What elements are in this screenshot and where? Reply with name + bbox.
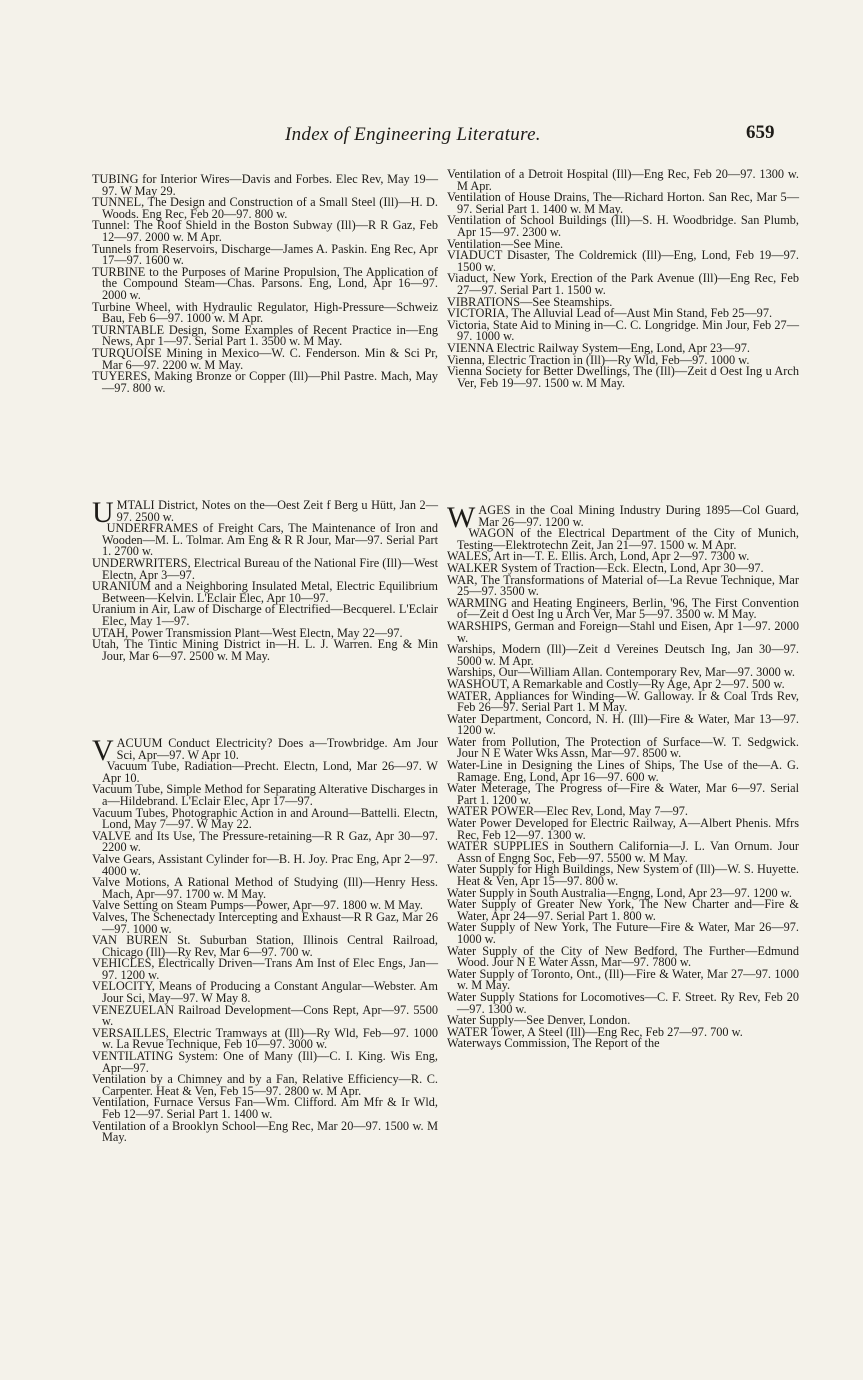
index-entry: VAN BUREN St. Suburban Station, Illinois Central Railroad, Chicago (Ill)—Ry Rev, Mar 6—97. 700 w. [92,933,438,959]
index-entry: Water Supply of Greater New York, The New Charter and—Fire & Water, Apr 24—97. Serial Part 1. 800 w. [447,897,799,923]
index-entry: Ventilation of a Brooklyn School—Eng Rec, Mar 20—97. 1500 w. M May. [92,1118,438,1145]
index-entry: Uranium in Air, Law of Discharge of Electrified—Becquerel. L'Eclair Elec, May 1—97. [92,602,438,628]
section-w [447,501,799,1051]
index-entry: UNDERFRAMES of Freight Cars, The Maintenance of Iron and Wooden—M. L. Tolmar. Am Eng & R R Jour, Mar—97. Serial Part 1. 2700 w. [102,521,438,559]
index-entry: VICTORIA, The Alluvial Lead of—Aust Min Stand, Feb 25—97. [447,306,773,321]
index-entry: Tunnel: The Roof Shield in the Boston Subway (Ill)—R R Gaz, Feb 12—97. 2000 w. M Apr. [92,218,438,244]
first-entry-text: AGES in the Coal Mining Industry During 1895—Col Guard, Mar 26—97. 1200 w. [478,503,799,529]
index-entry: Utah, The Tintic Mining District in—H. L. J. Warren. Eng & Min Jour, Mar 6—97. 2500 w. M May. [92,637,438,663]
index-entry: VALVE and Its Use, The Pressure-retaining—R R Gaz, Apr 30—97. 2200 w. [92,828,438,855]
index-entry: Valve Gears, Assistant Cylinder for—B. H. Joy. Prac Eng, Apr 2—97. 4000 w. [92,851,438,878]
index-entry: TUNNEL, The Design and Construction of a Small Steel (Ill)—H. D. Woods. Eng Rec, Feb 20—97. 800 w. [92,195,438,221]
index-entry: VIADUCT Disaster, The Coldremick (Ill)—Eng, Lond, Feb 19—97. 1500 w. [447,248,799,274]
index-entry: Ventilation of House Drains, The—Richard Horton. San Rec, Mar 5—97. Serial Part 1. 1400 w. M May. [447,190,799,216]
index-entry: WATER, Appliances for Winding—W. Galloway. Ir & Coal Trds Rev, Feb 26—97. Serial Part 1. M May. [447,688,799,715]
index-entry: Water Supply Stations for Locomotives—C. F. Street. Ry Rev, Feb 20—97. 1300 w. [447,989,799,1016]
running-title: Index of Engineering Literature. [285,124,541,145]
index-entry: Vienna Society for Better Dwellings, The (Ill)—Zeit d Oest Ing u Arch Ver, Feb 19—97. 1500 w. M May. [447,364,799,390]
index-entry: Water from Pollution, The Protection of Surface—W. T. Sedgwick. Jour N E Water Wks Assn, Mar—97. 8500 w. [447,734,799,761]
index-entry: Water-Line in Designing the Lines of Ships, The Use of the—A. G. Ramage. Eng, Lond, Apr 16—97. 600 w. [447,758,799,784]
index-entry: WALES, Art in—T. E. Ellis. Arch, Lond, Apr 2—97. 7300 w. [447,549,750,564]
index-entry: VENEZUELAN Railroad Development—Cons Rept, Apr—97. 5500 w. [92,1002,438,1029]
index-entry: TUYERES, Making Bronze or Copper (Ill)—Phil Pastre. Mach, May—97. 800 w. [92,369,438,395]
index-entry: Turbine Wheel, with Hydraulic Regulator, High-Pressure—Schweiz Bau, Feb 6—97. 1000 w. M Apr. [92,299,438,326]
index-entry: Vienna, Electric Traction in (Ill)—Ry Wld, Feb—97. 1000 w. [447,352,750,367]
index-entry: WARMING and Heating Engineers, Berlin, '96, The First Convention of—Zeit d Oest Ing u Arch Ver, Mar 5—97. 3500 w. M May. [447,595,799,622]
section-v-continued [447,169,799,389]
section-v [92,734,438,1145]
index-entry: Warships, Our—William Allan. Contemporary Rev, Mar—97. 3000 w. [447,665,796,680]
index-entry: VERSAILLES, Electric Tramways at (Ill)—Ry Wld, Feb—97. 1000 w. La Revue Technique, Feb 10—97. 3000 w. [92,1025,438,1052]
index-entry: WALKER System of Traction—Eck. Electn, Lond, Apr 30—97. [447,560,764,575]
index-entry: VENTILATING System: One of Many (Ill)—C. I. King. Wis Eng, Apr—97. [92,1049,438,1075]
index-entry: Water Supply of the City of New Bedford, The Further—Edmund Wood. Jour N E Water Assn, Mar—97. 7800 w. [447,943,799,970]
running-head [0,124,863,152]
index-entry: WATER SUPPLIES in Southern California—J. L. Van Ornum. Jour Assn of Engng Soc, Feb—97. 5500 w. M May. [447,839,799,865]
index-entry: Ventilation of School Buildings (Ill)—S. H. Woodbridge. San Plumb, Apr 15—97. 2300 w. [447,213,799,239]
index-entry: Vacuum Tubes, Photographic Action in and Around—Battelli. Electn, Lond, May 7—97. W May 22. [92,805,438,832]
index-entry: Water Supply for High Buildings, New System of (Ill)—W. S. Huyette. Heat & Ven, Apr 15—97. 800 w. [447,862,799,888]
index-entry: TURNTABLE Design, Some Examples of Recent Practice in—Eng News, Apr 1—97. Serial Part 1. 3500 w. M May. [92,322,438,349]
index-entry: VEHICLES, Electrically Driven—Trans Am Inst of Elec Engs, Jan—97. 1200 w. [92,956,438,982]
index-entry: Ventilation of a Detroit Hospital (Ill)—Eng Rec, Feb 20—97. 1300 w. M Apr. [447,167,799,193]
index-entry: WASHOUT, A Remarkable and Costly—Ry Age, Apr 2—97. 500 w. [447,676,785,691]
section-u [92,496,438,663]
index-entry: Water Supply of New York, The Future—Fire & Water, Mar 26—97. 1000 w. [447,920,799,946]
index-entry: Waterways Commission, The Report of the [447,1036,660,1051]
index-entry: UNDERWRITERS, Electrical Bureau of the National Fire (Ill)—West Electn, Apr 3—97. [92,555,438,582]
drop-cap-letter: U [92,496,114,529]
index-entry: Victoria, State Aid to Mining in—C. C. Longridge. Min Jour, Feb 27—97. 1000 w. [447,317,799,344]
index-entry: TURBINE to the Purposes of Marine Propulsion, The Application of the Compound Steam—Chas. Parsons. Eng, Lond, Apr 16—97. 2000 w. [92,264,438,302]
drop-cap-letter: V [92,734,114,767]
section-t [92,174,438,394]
index-entry: Ventilation—See Mine. [447,236,564,251]
page-number: 659 [746,122,775,143]
index-entry: Ventilation, Furnace Versus Fan—Wm. Clifford. Am Mfr & Ir Wld, Feb 12—97. Serial Part 1. 1400 w. [92,1095,438,1121]
index-entry: WATER POWER—Elec Rev, Lond, May 7—97. [447,804,689,819]
index-entry: WATER Tower, A Steel (Ill)—Eng Rec, Feb 27—97. 700 w. [447,1024,743,1039]
index-entry: Water Supply—See Denver, London. [447,1013,631,1028]
index-entry: Warships, Modern (Ill)—Zeit d Vereines Deutsch Ing, Jan 30—97. 5000 w. M Apr. [447,642,799,668]
index-entry: VIBRATIONS—See Steamships. [447,294,613,309]
index-entry: Valve Motions, A Rational Method of Studying (Ill)—Henry Hess. Mach, Apr—97. 1700 w. M May. [92,875,438,901]
index-entry: TUBING for Interior Wires—Davis and Forbes. Elec Rev, May 19—97. W May 29. [92,172,438,198]
first-entry-text: ACUUM Conduct Electricity? Does a—Trowbridge. Am Jour Sci, Apr—97. W Apr 10. [116,736,438,762]
index-entry: WAGON of the Electrical Department of the City of Munich, Testing—Elektrotechn Zeit, Jan 21—97. 1500 w. M Apr. [457,526,799,552]
index-entry: Vacuum Tube, Radiation—Precht. Electn, Lond, Mar 26—97. W Apr 10. [102,759,438,785]
index-entry: Valves, The Schenectady Intercepting and Exhaust—R R Gaz, Mar 26—97. 1000 w. [92,909,438,936]
index-entry: UTAH, Power Transmission Plant—West Electn, May 22—97. [92,625,403,640]
drop-cap-letter: W [447,501,476,534]
index-entry: Water Department, Concord, N. H. (Ill)—Fire & Water, Mar 13—97. 1200 w. [447,711,799,738]
index-entry: Valve Setting on Steam Pumps—Power, Apr—97. 1800 w. M May. [92,898,423,913]
index-entry: Water Supply in South Australia—Engng, Lond, Apr 23—97. 1200 w. [447,885,792,900]
section-first-entry [92,496,438,529]
index-entry: Viaduct, New York, Erection of the Park Avenue (Ill)—Eng Rec, Feb 27—97. Serial Part 1. 1500 w. [447,271,799,297]
index-entry: Vacuum Tube, Simple Method for Separating Alterative Discharges in a—Hildebrand. L'Eclair Elec, Apr 17—97. [92,782,438,808]
index-entry: Water Power Developed for Electric Railway, A—Albert Phenis. Mfrs Rec, Feb 12—97. 1300 w. [447,816,799,842]
index-entry: VIENNA Electric Railway System—Eng, Lond, Apr 23—97. [447,340,750,355]
section-first-entry [92,734,438,767]
index-entry: VELOCITY, Means of Producing a Constant Angular—Webster. Am Jour Sci, May—97. W May 8. [92,979,438,1006]
index-entry: Tunnels from Reservoirs, Discharge—James A. Paskin. Eng Rec, Apr 17—97. 1600 w. [92,241,438,268]
index-entry: Water Meterage, The Progress of—Fire & Water, Mar 6—97. Serial Part 1. 1200 w. [447,781,799,807]
index-entry: TURQUOISE Mining in Mexico—W. C. Fenderson. Min & Sci Pr, Mar 6—97. 2200 w. M May. [92,345,438,372]
first-entry-text: MTALI District, Notes on the—Oest Zeit f Berg u Hütt, Jan 2—97. 2500 w. [116,498,438,524]
index-entry: Water Supply of Toronto, Ont., (Ill)—Fire & Water, Mar 27—97. 1000 w. M May. [447,966,799,993]
index-entry: WAR, The Transformations of Material of—La Revue Technique, Mar 25—97. 3500 w. [447,572,799,599]
index-entry: URANIUM and a Neighboring Insulated Metal, Electric Equilibrium Between—Kelvin. L'Eclair Elec, Apr 10—97. [92,579,438,605]
section-first-entry [447,501,799,534]
index-entry: Ventilation by a Chimney and by a Fan, Relative Efficiency—R. C. Carpenter. Heat & Ven, Feb 15—97. 2800 w. M Apr. [92,1072,438,1098]
index-entry: WARSHIPS, German and Foreign—Stahl und Eisen, Apr 1—97. 2000 w. [447,618,799,645]
